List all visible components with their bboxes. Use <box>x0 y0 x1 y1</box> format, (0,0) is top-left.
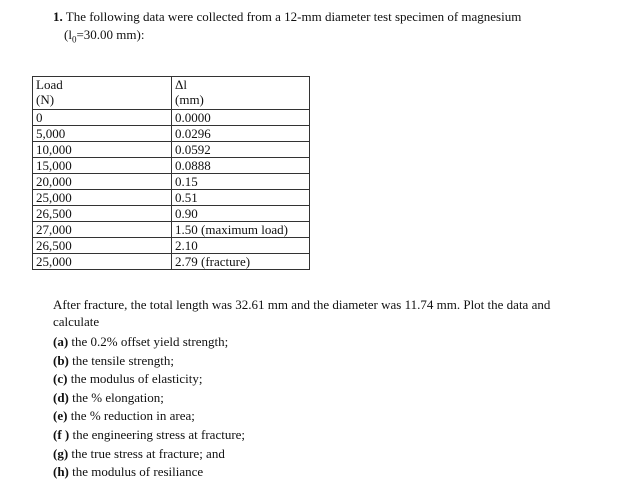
table-row <box>33 110 310 126</box>
part-text: the 0.2% offset yield strength; <box>71 334 229 349</box>
list-item <box>53 445 245 464</box>
part-label: (c) <box>53 371 68 387</box>
part-label: (a) <box>53 334 69 349</box>
list-item <box>53 426 245 445</box>
header-elongation-label: Δl <box>175 77 187 92</box>
initial-length-value: =30.00 mm): <box>76 27 145 42</box>
table-cell-elongation: 2.79 (fracture) <box>172 254 310 270</box>
table-cell-elongation: 0.0000 <box>172 110 310 126</box>
part-text: the engineering stress at fracture; <box>72 426 246 442</box>
list-item <box>53 389 245 408</box>
table-cell-elongation: 2.10 <box>172 238 310 254</box>
list-item <box>53 407 245 426</box>
table-row <box>33 254 310 270</box>
header-load <box>33 77 172 110</box>
part-label: (d) <box>53 389 69 405</box>
part-label: (b) <box>53 352 69 368</box>
list-item <box>53 463 245 482</box>
table-row <box>33 190 310 206</box>
table-cell-load: 5,000 <box>33 126 172 142</box>
table-row <box>33 222 310 238</box>
problem-statement <box>53 9 521 25</box>
question-parts-list <box>53 333 245 482</box>
part-text: the % reduction in area; <box>70 408 195 424</box>
table-row <box>33 206 310 222</box>
table-cell-load: 15,000 <box>33 158 172 174</box>
table-cell-elongation: 0.0888 <box>172 158 310 174</box>
problem-number: 1. <box>53 9 63 24</box>
part-label: (f ) <box>53 426 70 442</box>
after-fracture-text: After fracture, the total length was 32.61 mm and the diameter was 11.74 mm. Plot the data and calculate <box>53 297 551 329</box>
part-text: the tensile strength; <box>72 352 174 368</box>
table-row <box>33 158 310 174</box>
table-cell-load: 10,000 <box>33 142 172 158</box>
initial-length-open: (l <box>64 27 72 42</box>
problem-text: The following data were collected from a 12-mm diameter test specimen of magnesium <box>65 9 522 24</box>
load-elongation-table <box>32 76 310 270</box>
list-item <box>53 333 245 352</box>
part-text: the modulus of elasticity; <box>70 371 203 387</box>
table-cell-elongation: 0.0296 <box>172 126 310 142</box>
header-load-label: Load <box>36 77 63 92</box>
table-row <box>33 238 310 254</box>
list-item <box>53 352 245 371</box>
table-cell-load: 0 <box>33 110 172 126</box>
list-item <box>53 370 245 389</box>
table-cell-elongation: 0.51 <box>172 190 310 206</box>
table-cell-elongation: 0.90 <box>172 206 310 222</box>
table-cell-load: 26,500 <box>33 238 172 254</box>
problem-statement-line2 <box>64 27 144 48</box>
table-cell-load: 26,500 <box>33 206 172 222</box>
header-elongation <box>172 77 310 110</box>
part-text: the % elongation; <box>72 389 164 405</box>
table-row <box>33 126 310 142</box>
table-cell-elongation: 0.15 <box>172 174 310 190</box>
part-label: (h) <box>53 464 69 480</box>
table-cell-elongation: 0.0592 <box>172 142 310 158</box>
table-row <box>33 142 310 158</box>
initial-length-subscript: 0 <box>71 34 77 45</box>
table-header-row <box>33 77 310 110</box>
table-cell-elongation: 1.50 (maximum load) <box>172 222 310 238</box>
table-cell-load: 27,000 <box>33 222 172 238</box>
header-load-unit: (N) <box>36 92 55 107</box>
part-label: (e) <box>53 408 68 424</box>
table-cell-load: 25,000 <box>33 254 172 270</box>
table-cell-load: 20,000 <box>33 174 172 190</box>
part-label: (g) <box>53 445 69 461</box>
header-elongation-unit: (mm) <box>175 92 204 107</box>
table-row <box>33 174 310 190</box>
part-text: the true stress at fracture; and <box>71 445 225 461</box>
part-text: the modulus of resiliance <box>72 464 204 480</box>
table-cell-load: 25,000 <box>33 190 172 206</box>
